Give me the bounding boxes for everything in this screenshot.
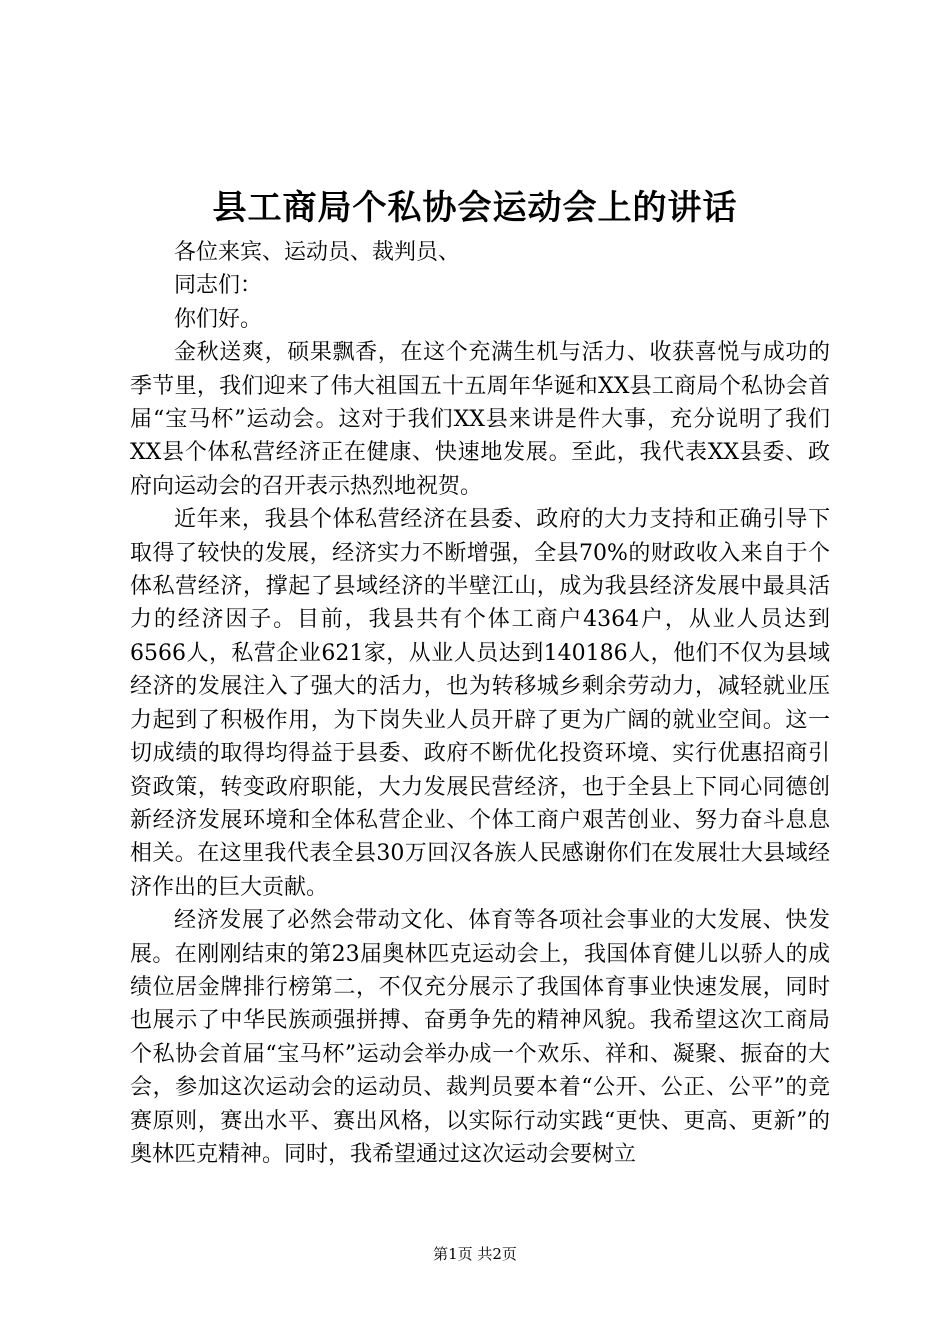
page-footer: 第1页 共2页 (433, 1245, 517, 1263)
salutation-comrades: 同志们： (174, 273, 263, 299)
body-paragraph: 经济发展了必然会带动文化、体育等各项社会事业的大发展、快发展。在刚刚结束的第23届奥林匹克运动会上，我国体育健儿以骄人的成绩位居金牌排行榜第二，不仅充分展示了我国体育事业快速发展，同时也展示了中华民族顽强拼搏、奋勇争先的精神风貌。我希望这次工商局个私协会首届“宝马杯”运动会举办成一个欢乐、祥和、凝聚、振奋的大会，参加这次运动会的运动员、裁判员要本着“公开、公正、公平”的竞赛原则，赛出水平、赛出风格，以实际行动实践“更快、更高、更新”的奥林匹克精神。同时，我希望通过这次运动会要树立 (130, 908, 830, 1167)
body-paragraph: 金秋送爽，硕果飘香，在这个充满生机与活力、收获喜悦与成功的季节里，我们迎来了伟大祖国五十五周年华诞和XX县工商局个私协会首届“宝马杯”运动会。这对于我们XX县来讲是件大事，充分说明了我们XX县个体私营经济正在健康、快速地发展。至此，我代表XX县委、政府向运动会的召开表示热烈地祝贺。 (130, 340, 830, 499)
salutation-guests: 各位来宾、运动员、裁判员、 (174, 240, 461, 265)
body-paragraph: 近年来，我县个体私营经济在县委、政府的大力支持和正确引导下取得了较快的发展，经济实力不断增强，全县70%的财政收入来自于个体私营经济，撑起了县域经济的半壁江山，成为我县经济发展中最具活力的经济因子。目前，我县共有个体工商户4364户，从业人员达到6566人，私营企业621家，从业人员达到140186人，他们不仅为县域经济的发展注入了强大的活力，也为转移城乡剩余劳动力，减轻就业压力起到了积极作用，为下岗失业人员开辟了更为广阔的就业空间。这一切成绩的取得均得益于县委、政府不断优化投资环境、实行优惠招商引资政策，转变政府职能，大力发展民营经济，也于全县上下同心同德创新经济发展环境和全体私营企业、个体工商户艰苦创业、努力奋斗息息相关。在这里我代表全县30万回汉各族人民感谢你们在发展壮大县域经济作出的巨大贡献。 (130, 507, 830, 900)
document-title: 县工商局个私协会运动会上的讲话 (212, 188, 738, 228)
document-body (130, 236, 830, 1171)
greeting: 你们好。 (174, 306, 263, 332)
